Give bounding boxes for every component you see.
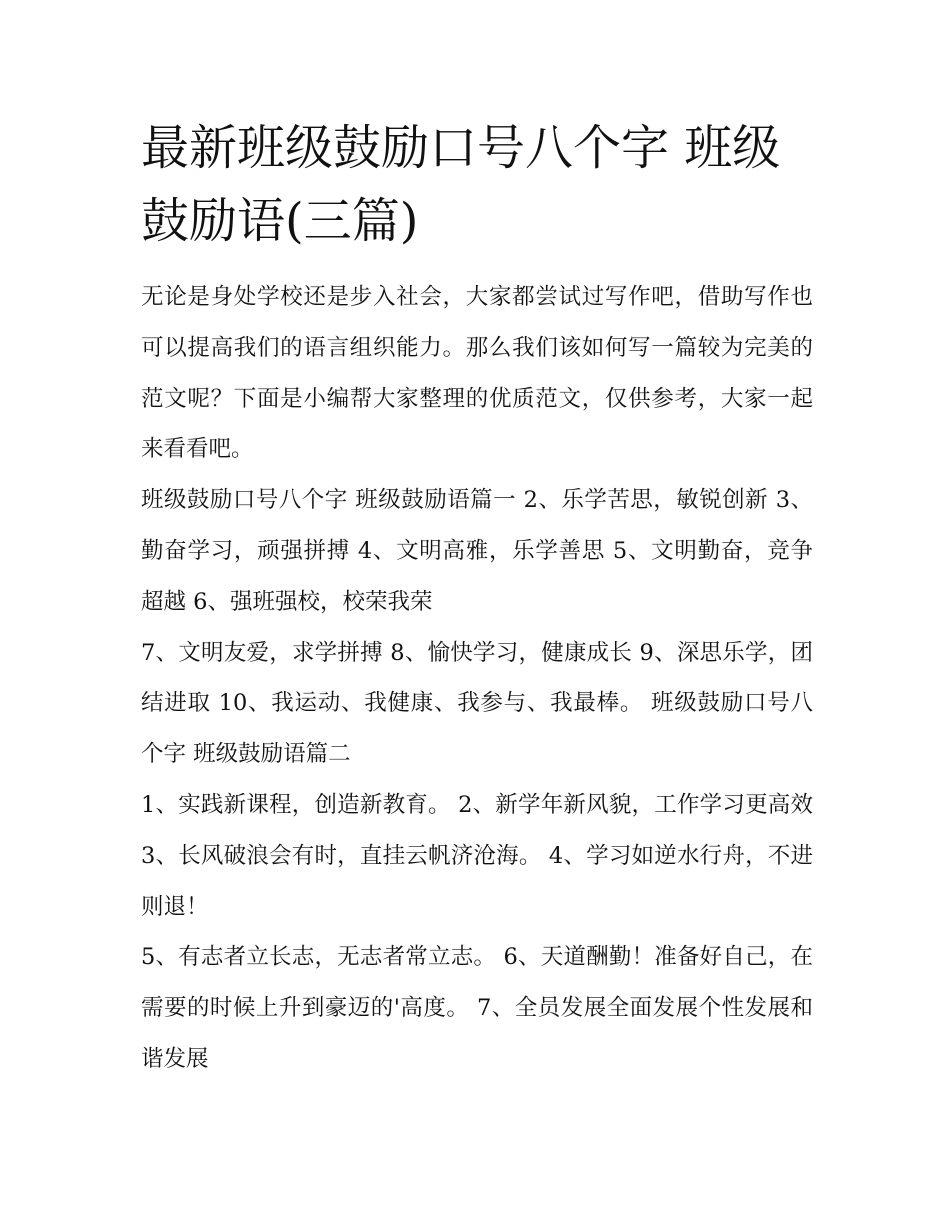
- intro-paragraph: 无论是身处学校还是步入社会，大家都尝试过写作吧，借助写作也可以提高我们的语言组织能力。那么我们该如何写一篇较为完美的范文呢？下面是小编帮大家整理的优质范文，仅供参考，大家一起来看看吧。: [141, 284, 813, 463]
- slogan-paragraph-1: 班级鼓励口号八个字 班级鼓励语篇一 2、乐学苦思，敏锐创新 3、勤奋学习，顽强拼搏 4、文明高雅，乐学善思 5、文明勤奋，竞争超越 6、强班强校，校荣我荣: [141, 487, 813, 615]
- slogan-paragraph-3: 1、实践新课程，创造新教育。 2、新学年新风貌，工作学习更高效 3、长风破浪会有时，直挂云帆济沧海。 4、学习如逆水行舟，不进则退！: [141, 791, 813, 920]
- slogan-paragraph-4: 5、有志者立长志，无志者常立志。 6、天道酬勤！准备好自己，在需要的时候上升到豪迈的'高度。 7、全员发展全面发展个性发展和谐发展: [141, 944, 813, 1072]
- document-title: 最新班级鼓励口号八个字 班级鼓励语(三篇): [141, 120, 781, 249]
- slogan-paragraph-2: 7、文明友爱，求学拼搏 8、愉快学习，健康成长 9、深思乐学，团结进取 10、我运动、我健康、我参与、我最棒。 班级鼓励口号八个字 班级鼓励语篇二: [141, 639, 813, 768]
- document-page: [141, 112, 813, 1085]
